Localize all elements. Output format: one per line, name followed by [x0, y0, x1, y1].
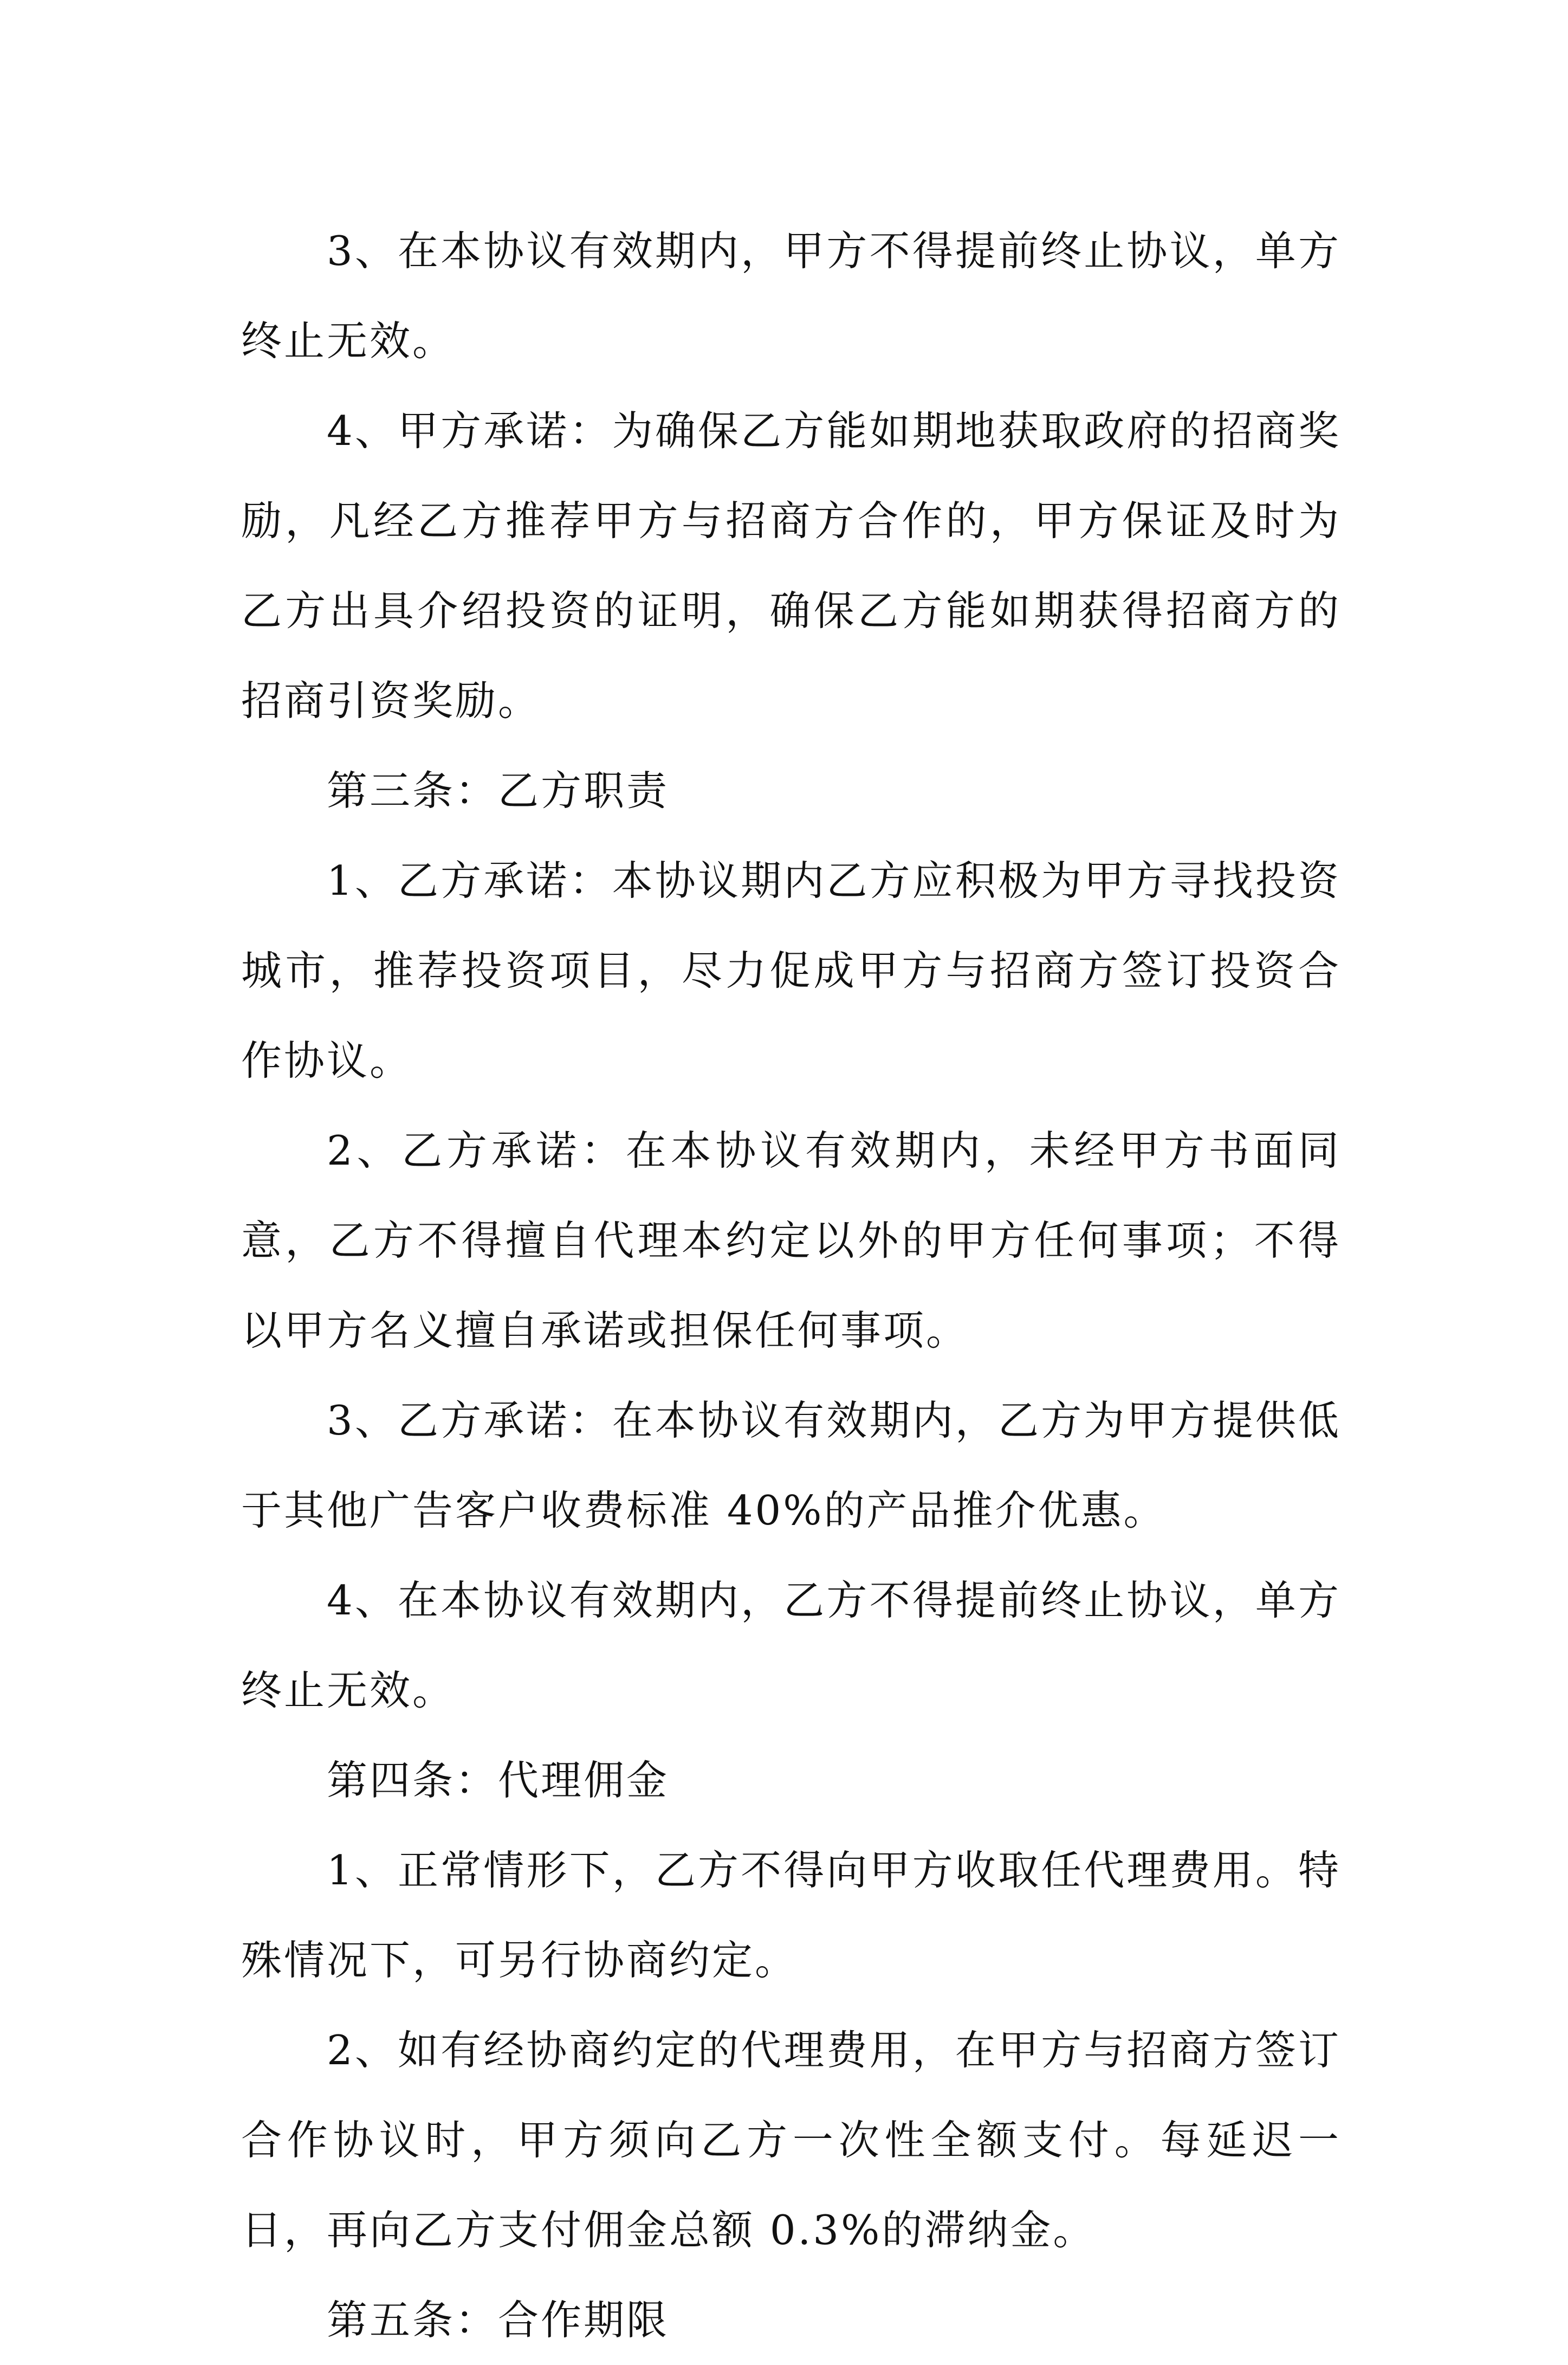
clause-2-item-4: 4、甲方承诺：为确保乙方能如期地获取政府的招商奖励，凡经乙方推荐甲方与招商方合作的，甲方保证及时为乙方出具介绍投资的证明，确保乙方能如期获得招商方的招商引资奖励。 [241, 407, 1341, 725]
clause-2-item-3: 3、在本协议有效期内，甲方不得提前终止协议，单方终止无效。 [241, 227, 1341, 365]
section-heading-article-3: 第三条：乙方职责 [327, 767, 670, 815]
clause-3-item-3: 3、乙方承诺：在本协议有效期内，乙方为甲方提供低于其他广告客户收费标准 40%的产品推介优惠。 [241, 1397, 1341, 1534]
clause-3-item-1: 1、乙方承诺：本协议期内乙方应积极为甲方寻找投资城市，推荐投资项目，尽力促成甲方与招商方签订投资合作协议。 [241, 857, 1341, 1084]
clause-3-item-2: 2、乙方承诺：在本协议有效期内，未经甲方书面同意，乙方不得擅自代理本约定以外的甲方任何事项；不得以甲方名义擅自承诺或担保任何事项。 [241, 1127, 1341, 1354]
section-heading-article-4: 第四条：代理佣金 [327, 1756, 670, 1804]
clause-4-item-1: 1、正常情形下，乙方不得向甲方收取任代理费用。特殊情况下，可另行协商约定。 [241, 1846, 1341, 1984]
clause-4-item-2: 2、如有经协商约定的代理费用，在甲方与招商方签订合作协议时，甲方须向乙方一次性全额支付。每延迟一日，再向乙方支付佣金总额 0.3%的滞纳金。 [241, 2026, 1341, 2254]
section-heading-article-5: 第五条：合作期限 [327, 2296, 670, 2344]
clause-3-item-4: 4、在本协议有效期内，乙方不得提前终止协议，单方终止无效。 [241, 1576, 1341, 1714]
document-page [241, 206, 1341, 2365]
